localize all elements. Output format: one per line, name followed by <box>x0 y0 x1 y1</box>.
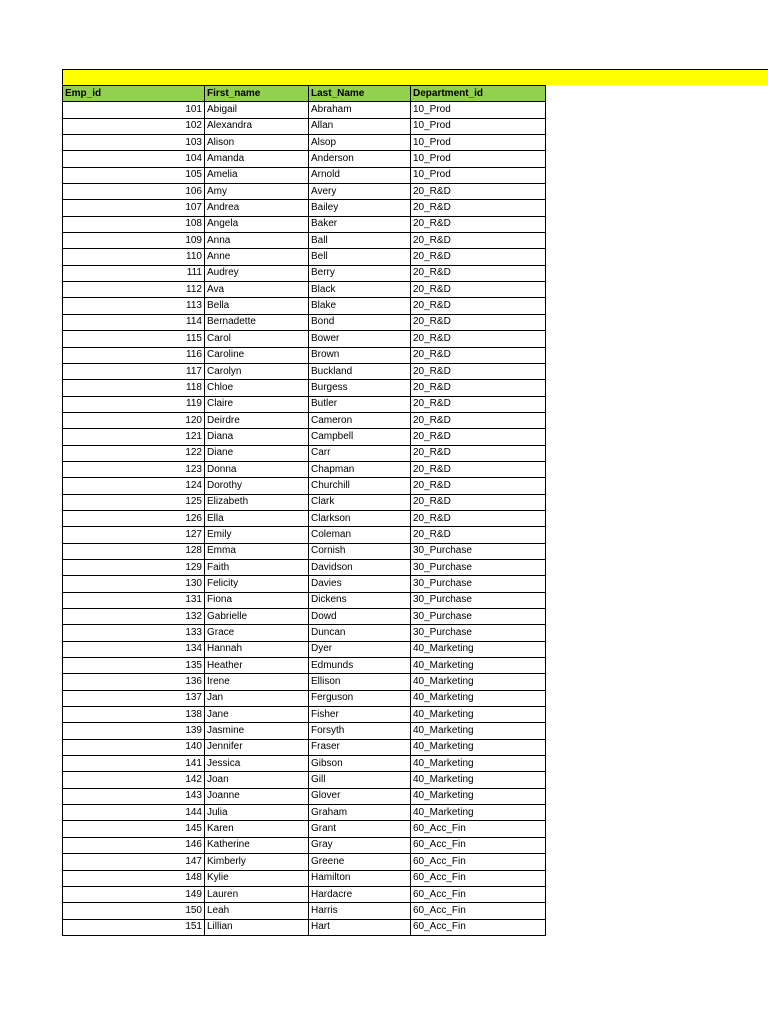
cell-department-id[interactable]: 20_R&D <box>411 298 546 314</box>
table-body <box>63 102 546 936</box>
cell-department-id[interactable]: 20_R&D <box>411 282 546 298</box>
cell-first-name[interactable]: Kylie <box>205 870 309 886</box>
cell-department-id[interactable]: 40_Marketing <box>411 805 546 821</box>
cell-last-name[interactable]: Ellison <box>309 674 411 690</box>
cell-emp-id[interactable]: 134 <box>63 641 205 657</box>
cell-emp-id[interactable]: 109 <box>63 233 205 249</box>
cell-department-id[interactable]: 30_Purchase <box>411 559 546 575</box>
cell-department-id[interactable]: 20_R&D <box>411 347 546 363</box>
cell-last-name[interactable]: Abraham <box>309 102 411 118</box>
table-row <box>63 135 546 151</box>
cell-department-id[interactable]: 30_Purchase <box>411 592 546 608</box>
cell-first-name[interactable]: Lauren <box>205 886 309 902</box>
cell-emp-id[interactable]: 135 <box>63 658 205 674</box>
cell-department-id[interactable]: 40_Marketing <box>411 658 546 674</box>
cell-department-id[interactable]: 20_R&D <box>411 494 546 510</box>
cell-emp-id[interactable]: 140 <box>63 739 205 755</box>
cell-first-name[interactable]: Joanne <box>205 788 309 804</box>
cell-department-id[interactable]: 40_Marketing <box>411 756 546 772</box>
table-row <box>63 641 546 657</box>
cell-last-name[interactable]: Graham <box>309 805 411 821</box>
table-row <box>63 412 546 428</box>
cell-emp-id[interactable]: 117 <box>63 363 205 379</box>
cell-last-name[interactable]: Hamilton <box>309 870 411 886</box>
cell-emp-id[interactable]: 139 <box>63 723 205 739</box>
cell-department-id[interactable]: 10_Prod <box>411 151 546 167</box>
cell-department-id[interactable]: 40_Marketing <box>411 674 546 690</box>
cell-last-name[interactable]: Avery <box>309 184 411 200</box>
cell-last-name[interactable]: Ferguson <box>309 690 411 706</box>
cell-last-name[interactable]: Blake <box>309 298 411 314</box>
cell-last-name[interactable]: Clark <box>309 494 411 510</box>
cell-first-name[interactable]: Andrea <box>205 200 309 216</box>
cell-first-name[interactable]: Chloe <box>205 380 309 396</box>
cell-first-name[interactable]: Alison <box>205 135 309 151</box>
employee-sheet <box>62 85 545 936</box>
cell-first-name[interactable]: Jasmine <box>205 723 309 739</box>
cell-last-name[interactable]: Hardacre <box>309 886 411 902</box>
cell-department-id[interactable]: 60_Acc_Fin <box>411 821 546 837</box>
cell-department-id[interactable]: 30_Purchase <box>411 543 546 559</box>
cell-first-name[interactable]: Abigail <box>205 102 309 118</box>
table-row <box>63 233 546 249</box>
cell-department-id[interactable]: 20_R&D <box>411 184 546 200</box>
table-row <box>63 167 546 183</box>
table-row <box>63 870 546 886</box>
cell-department-id[interactable]: 40_Marketing <box>411 788 546 804</box>
cell-department-id[interactable]: 60_Acc_Fin <box>411 854 546 870</box>
table-row <box>63 821 546 837</box>
cell-emp-id[interactable]: 151 <box>63 919 205 935</box>
cell-last-name[interactable]: Churchill <box>309 478 411 494</box>
cell-emp-id[interactable]: 106 <box>63 184 205 200</box>
cell-first-name[interactable]: Claire <box>205 396 309 412</box>
cell-last-name[interactable]: Grant <box>309 821 411 837</box>
cell-emp-id[interactable]: 103 <box>63 135 205 151</box>
cell-first-name[interactable]: Jennifer <box>205 739 309 755</box>
cell-department-id[interactable]: 20_R&D <box>411 478 546 494</box>
cell-last-name[interactable]: Baker <box>309 216 411 232</box>
cell-last-name[interactable]: Fisher <box>309 707 411 723</box>
cell-first-name[interactable]: Gabrielle <box>205 609 309 625</box>
cell-last-name[interactable]: Harris <box>309 903 411 919</box>
table-row <box>63 151 546 167</box>
cell-last-name[interactable]: Bailey <box>309 200 411 216</box>
cell-last-name[interactable]: Davidson <box>309 559 411 575</box>
cell-department-id[interactable]: 10_Prod <box>411 118 546 134</box>
table-row <box>63 837 546 853</box>
cell-emp-id[interactable]: 150 <box>63 903 205 919</box>
cell-first-name[interactable]: Elizabeth <box>205 494 309 510</box>
cell-emp-id[interactable]: 121 <box>63 429 205 445</box>
cell-department-id[interactable]: 20_R&D <box>411 314 546 330</box>
table-row <box>63 854 546 870</box>
cell-department-id[interactable]: 10_Prod <box>411 135 546 151</box>
cell-first-name[interactable]: Diana <box>205 429 309 445</box>
cell-emp-id[interactable]: 138 <box>63 707 205 723</box>
cell-last-name[interactable]: Bond <box>309 314 411 330</box>
cell-department-id[interactable]: 40_Marketing <box>411 690 546 706</box>
cell-department-id[interactable]: 40_Marketing <box>411 723 546 739</box>
cell-department-id[interactable]: 20_R&D <box>411 429 546 445</box>
table-row <box>63 788 546 804</box>
table-row <box>63 576 546 592</box>
cell-emp-id[interactable]: 118 <box>63 380 205 396</box>
cell-emp-id[interactable]: 123 <box>63 461 205 477</box>
cell-first-name[interactable]: Deirdre <box>205 412 309 428</box>
table-row <box>63 282 546 298</box>
header-last-name[interactable]: Last_Name <box>309 86 411 102</box>
cell-department-id[interactable]: 20_R&D <box>411 510 546 526</box>
table-row <box>63 886 546 902</box>
cell-last-name[interactable]: Hart <box>309 919 411 935</box>
cell-emp-id[interactable]: 119 <box>63 396 205 412</box>
cell-emp-id[interactable]: 133 <box>63 625 205 641</box>
cell-emp-id[interactable]: 131 <box>63 592 205 608</box>
cell-first-name[interactable]: Bella <box>205 298 309 314</box>
cell-first-name[interactable]: Irene <box>205 674 309 690</box>
cell-last-name[interactable]: Dickens <box>309 592 411 608</box>
cell-last-name[interactable]: Gray <box>309 837 411 853</box>
cell-department-id[interactable]: 20_R&D <box>411 265 546 281</box>
cell-last-name[interactable]: Fraser <box>309 739 411 755</box>
table-row <box>63 200 546 216</box>
cell-first-name[interactable]: Jessica <box>205 756 309 772</box>
cell-first-name[interactable]: Amelia <box>205 167 309 183</box>
header-emp-id[interactable]: Emp_id <box>63 86 205 102</box>
cell-emp-id[interactable]: 147 <box>63 854 205 870</box>
cell-department-id[interactable]: 20_R&D <box>411 412 546 428</box>
cell-first-name[interactable]: Jan <box>205 690 309 706</box>
cell-last-name[interactable]: Brown <box>309 347 411 363</box>
table-row <box>63 314 546 330</box>
cell-first-name[interactable]: Alexandra <box>205 118 309 134</box>
cell-first-name[interactable]: Carol <box>205 331 309 347</box>
cell-last-name[interactable]: Carr <box>309 445 411 461</box>
header-first-name[interactable]: First_name <box>205 86 309 102</box>
cell-first-name[interactable]: Diane <box>205 445 309 461</box>
cell-department-id[interactable]: 60_Acc_Fin <box>411 903 546 919</box>
table-row <box>63 723 546 739</box>
table-row <box>63 380 546 396</box>
cell-last-name[interactable]: Gibson <box>309 756 411 772</box>
cell-last-name[interactable]: Glover <box>309 788 411 804</box>
cell-department-id[interactable]: 30_Purchase <box>411 625 546 641</box>
table-row <box>63 249 546 265</box>
cell-last-name[interactable]: Alsop <box>309 135 411 151</box>
table-row <box>63 429 546 445</box>
table-row <box>63 674 546 690</box>
cell-last-name[interactable]: Greene <box>309 854 411 870</box>
cell-emp-id[interactable]: 104 <box>63 151 205 167</box>
header-row <box>63 86 546 102</box>
cell-last-name[interactable]: Clarkson <box>309 510 411 526</box>
cell-last-name[interactable]: Bell <box>309 249 411 265</box>
cell-emp-id[interactable]: 130 <box>63 576 205 592</box>
cell-emp-id[interactable]: 146 <box>63 837 205 853</box>
cell-department-id[interactable]: 40_Marketing <box>411 707 546 723</box>
cell-last-name[interactable]: Black <box>309 282 411 298</box>
cell-emp-id[interactable]: 112 <box>63 282 205 298</box>
cell-department-id[interactable]: 20_R&D <box>411 363 546 379</box>
cell-emp-id[interactable]: 115 <box>63 331 205 347</box>
cell-first-name[interactable]: Donna <box>205 461 309 477</box>
cell-first-name[interactable]: Heather <box>205 658 309 674</box>
table-row <box>63 559 546 575</box>
cell-first-name[interactable]: Dorothy <box>205 478 309 494</box>
cell-emp-id[interactable]: 142 <box>63 772 205 788</box>
table-row <box>63 331 546 347</box>
cell-first-name[interactable]: Caroline <box>205 347 309 363</box>
table-row <box>63 216 546 232</box>
cell-emp-id[interactable]: 148 <box>63 870 205 886</box>
table-row <box>63 543 546 559</box>
table-row <box>63 903 546 919</box>
cell-first-name[interactable]: Fiona <box>205 592 309 608</box>
table-row <box>63 527 546 543</box>
cell-department-id[interactable]: 20_R&D <box>411 233 546 249</box>
cell-first-name[interactable]: Emily <box>205 527 309 543</box>
cell-emp-id[interactable]: 120 <box>63 412 205 428</box>
cell-department-id[interactable]: 30_Purchase <box>411 576 546 592</box>
table-row <box>63 396 546 412</box>
cell-emp-id[interactable]: 144 <box>63 805 205 821</box>
cell-first-name[interactable]: Felicity <box>205 576 309 592</box>
cell-last-name[interactable]: Ball <box>309 233 411 249</box>
cell-emp-id[interactable]: 143 <box>63 788 205 804</box>
cell-first-name[interactable]: Lillian <box>205 919 309 935</box>
cell-emp-id[interactable]: 137 <box>63 690 205 706</box>
cell-department-id[interactable]: 20_R&D <box>411 216 546 232</box>
cell-department-id[interactable]: 40_Marketing <box>411 772 546 788</box>
employee-table <box>62 85 546 936</box>
table-row <box>63 118 546 134</box>
table-row <box>63 658 546 674</box>
cell-last-name[interactable]: Cameron <box>309 412 411 428</box>
cell-department-id[interactable]: 40_Marketing <box>411 641 546 657</box>
cell-first-name[interactable]: Amy <box>205 184 309 200</box>
cell-emp-id[interactable]: 122 <box>63 445 205 461</box>
cell-emp-id[interactable]: 125 <box>63 494 205 510</box>
cell-department-id[interactable]: 20_R&D <box>411 461 546 477</box>
cell-last-name[interactable]: Anderson <box>309 151 411 167</box>
title-band <box>62 69 768 85</box>
cell-last-name[interactable]: Buckland <box>309 363 411 379</box>
cell-emp-id[interactable]: 101 <box>63 102 205 118</box>
cell-department-id[interactable]: 60_Acc_Fin <box>411 886 546 902</box>
table-row <box>63 707 546 723</box>
cell-last-name[interactable]: Cornish <box>309 543 411 559</box>
cell-emp-id[interactable]: 145 <box>63 821 205 837</box>
table-row <box>63 494 546 510</box>
cell-emp-id[interactable]: 108 <box>63 216 205 232</box>
cell-department-id[interactable]: 20_R&D <box>411 396 546 412</box>
cell-first-name[interactable]: Julia <box>205 805 309 821</box>
table-row <box>63 625 546 641</box>
cell-first-name[interactable]: Bernadette <box>205 314 309 330</box>
cell-last-name[interactable]: Dowd <box>309 609 411 625</box>
table-row <box>63 298 546 314</box>
cell-department-id[interactable]: 60_Acc_Fin <box>411 870 546 886</box>
table-row <box>63 510 546 526</box>
cell-first-name[interactable]: Anna <box>205 233 309 249</box>
cell-department-id[interactable]: 20_R&D <box>411 445 546 461</box>
table-row <box>63 363 546 379</box>
cell-first-name[interactable]: Audrey <box>205 265 309 281</box>
cell-last-name[interactable]: Bower <box>309 331 411 347</box>
cell-emp-id[interactable]: 102 <box>63 118 205 134</box>
table-row <box>63 805 546 821</box>
cell-emp-id[interactable]: 132 <box>63 609 205 625</box>
cell-first-name[interactable]: Emma <box>205 543 309 559</box>
table-row <box>63 184 546 200</box>
cell-last-name[interactable]: Chapman <box>309 461 411 477</box>
cell-first-name[interactable]: Faith <box>205 559 309 575</box>
cell-last-name[interactable]: Allan <box>309 118 411 134</box>
table-row <box>63 445 546 461</box>
cell-emp-id[interactable]: 114 <box>63 314 205 330</box>
cell-last-name[interactable]: Butler <box>309 396 411 412</box>
cell-first-name[interactable]: Ava <box>205 282 309 298</box>
cell-emp-id[interactable]: 116 <box>63 347 205 363</box>
cell-department-id[interactable]: 20_R&D <box>411 200 546 216</box>
cell-department-id[interactable]: 60_Acc_Fin <box>411 919 546 935</box>
cell-emp-id[interactable]: 141 <box>63 756 205 772</box>
cell-emp-id[interactable]: 129 <box>63 559 205 575</box>
cell-last-name[interactable]: Campbell <box>309 429 411 445</box>
table-row <box>63 102 546 118</box>
cell-first-name[interactable]: Anne <box>205 249 309 265</box>
cell-last-name[interactable]: Berry <box>309 265 411 281</box>
table-row <box>63 265 546 281</box>
cell-emp-id[interactable]: 105 <box>63 167 205 183</box>
cell-emp-id[interactable]: 126 <box>63 510 205 526</box>
cell-last-name[interactable]: Davies <box>309 576 411 592</box>
cell-first-name[interactable]: Kimberly <box>205 854 309 870</box>
table-row <box>63 739 546 755</box>
cell-emp-id[interactable]: 107 <box>63 200 205 216</box>
cell-last-name[interactable]: Coleman <box>309 527 411 543</box>
table-row <box>63 461 546 477</box>
cell-emp-id[interactable]: 111 <box>63 265 205 281</box>
cell-last-name[interactable]: Edmunds <box>309 658 411 674</box>
cell-first-name[interactable]: Hannah <box>205 641 309 657</box>
cell-department-id[interactable]: 40_Marketing <box>411 739 546 755</box>
table-row <box>63 478 546 494</box>
cell-department-id[interactable]: 20_R&D <box>411 331 546 347</box>
cell-last-name[interactable]: Forsyth <box>309 723 411 739</box>
table-row <box>63 919 546 935</box>
cell-department-id[interactable]: 10_Prod <box>411 167 546 183</box>
cell-last-name[interactable]: Gill <box>309 772 411 788</box>
cell-department-id[interactable]: 20_R&D <box>411 380 546 396</box>
table-row <box>63 347 546 363</box>
cell-emp-id[interactable]: 136 <box>63 674 205 690</box>
cell-department-id[interactable]: 30_Purchase <box>411 609 546 625</box>
cell-first-name[interactable]: Grace <box>205 625 309 641</box>
cell-first-name[interactable]: Ella <box>205 510 309 526</box>
cell-last-name[interactable]: Arnold <box>309 167 411 183</box>
cell-first-name[interactable]: Amanda <box>205 151 309 167</box>
table-row <box>63 609 546 625</box>
cell-emp-id[interactable]: 124 <box>63 478 205 494</box>
cell-emp-id[interactable]: 113 <box>63 298 205 314</box>
table-row <box>63 592 546 608</box>
cell-emp-id[interactable]: 110 <box>63 249 205 265</box>
cell-emp-id[interactable]: 128 <box>63 543 205 559</box>
cell-last-name[interactable]: Dyer <box>309 641 411 657</box>
table-row <box>63 772 546 788</box>
cell-department-id[interactable]: 20_R&D <box>411 249 546 265</box>
cell-first-name[interactable]: Angela <box>205 216 309 232</box>
cell-emp-id[interactable]: 127 <box>63 527 205 543</box>
table-row <box>63 756 546 772</box>
table-row <box>63 690 546 706</box>
cell-first-name[interactable]: Jane <box>205 707 309 723</box>
cell-first-name[interactable]: Karen <box>205 821 309 837</box>
cell-emp-id[interactable]: 149 <box>63 886 205 902</box>
cell-first-name[interactable]: Katherine <box>205 837 309 853</box>
cell-last-name[interactable]: Duncan <box>309 625 411 641</box>
cell-first-name[interactable]: Carolyn <box>205 363 309 379</box>
cell-first-name[interactable]: Leah <box>205 903 309 919</box>
cell-department-id[interactable]: 10_Prod <box>411 102 546 118</box>
header-department-id[interactable]: Department_id <box>411 86 546 102</box>
cell-department-id[interactable]: 20_R&D <box>411 527 546 543</box>
cell-last-name[interactable]: Burgess <box>309 380 411 396</box>
cell-department-id[interactable]: 60_Acc_Fin <box>411 837 546 853</box>
cell-first-name[interactable]: Joan <box>205 772 309 788</box>
